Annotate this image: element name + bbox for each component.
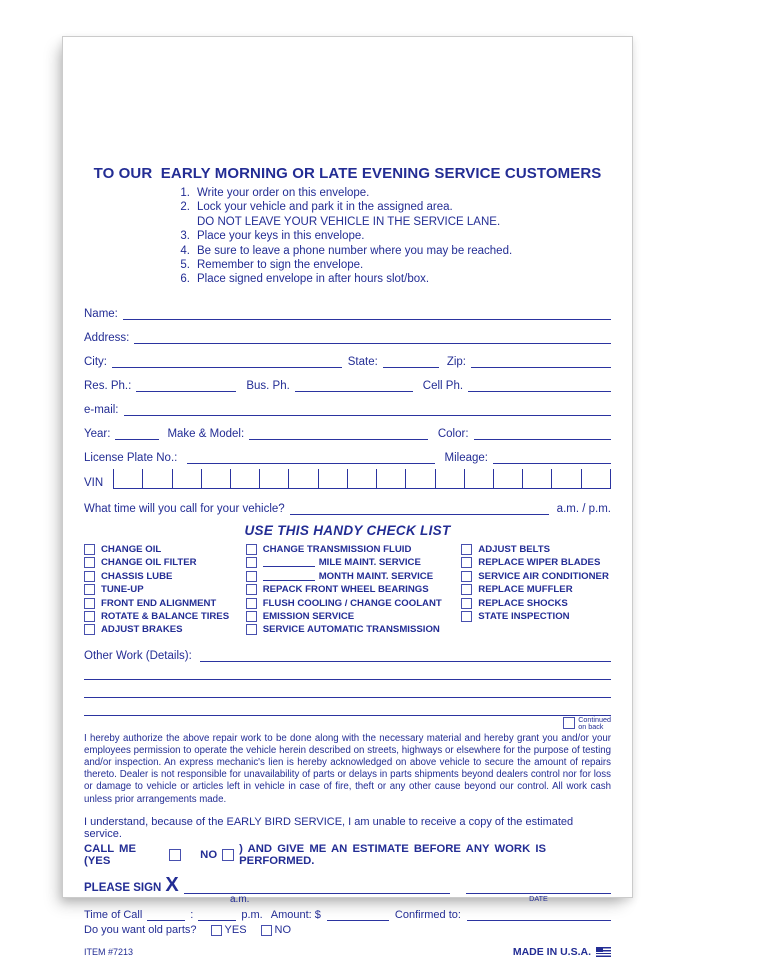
call-time-row: What time will you call for your vehicle? a.m. / p.m. [84, 489, 611, 515]
pm-label: p.m. [241, 908, 263, 921]
service-envelope-form [62, 36, 633, 958]
checkbox-change-oil[interactable] [84, 544, 95, 555]
license-plate-input-line[interactable] [187, 448, 434, 464]
email-row: e-mail: [84, 392, 611, 416]
other-work-row: Other Work (Details): [84, 642, 611, 662]
checkbox-replace-muffler[interactable] [461, 584, 472, 595]
mileage-input-line[interactable] [493, 448, 611, 464]
zip-input-line[interactable] [471, 352, 611, 368]
instruction-item-continuation: DO NOT LEAVE YOUR VEHICLE IN THE SERVICE LANE. [197, 215, 501, 228]
call-me-line: CALL ME (YES NO ) AND GIVE ME AN ESTIMATE BEFORE ANY WORK IS PERFORMED. [84, 842, 547, 867]
continued-on-back: Continued on back [84, 717, 611, 730]
instruction-item: 6. Place signed envelope in after hours slot/box. [180, 273, 430, 286]
instruction-item: 2. Lock your vehicle and park it in the assigned area. [180, 201, 453, 214]
checkbox-chassis-lube[interactable] [84, 571, 95, 582]
call-time-input-line[interactable] [290, 499, 549, 515]
address-row: Address: [84, 320, 611, 344]
res-phone-input-line[interactable] [136, 376, 236, 392]
am-label: a.m. [230, 893, 250, 905]
checkbox-call-me-no[interactable] [222, 849, 234, 861]
make-model-input-line[interactable] [249, 424, 428, 440]
instruction-item: 5. Remember to sign the envelope. [180, 259, 364, 272]
instruction-item: 4. Be sure to leave a phone number where you may be reached. [180, 244, 513, 257]
instruction-list [172, 186, 611, 287]
signature-sublabels [84, 894, 611, 906]
please-sign-label: PLEASE SIGN [84, 881, 162, 894]
state-input-line[interactable] [383, 352, 439, 368]
us-flag-icon [596, 947, 611, 957]
address-input-line[interactable] [134, 328, 611, 344]
instruction-item: 1. Write your order on this envelope. [180, 187, 370, 199]
time-of-call-row: Time of Call : p.m. Amount: $ Confirmed to: [84, 906, 611, 921]
checkbox-service-air-conditioner[interactable] [461, 571, 472, 582]
bus-phone-input-line[interactable] [295, 376, 413, 392]
city-input-line[interactable] [112, 352, 342, 368]
other-work-input-line[interactable] [200, 646, 611, 662]
signature-row [84, 867, 611, 894]
other-work-line-2[interactable] [84, 662, 611, 680]
checkbox-emission-service[interactable] [246, 611, 257, 622]
checkbox-tune-up[interactable] [84, 584, 95, 595]
cell-phone-input-line[interactable] [468, 376, 611, 392]
vin-row [84, 464, 611, 489]
name-row: Name: [84, 296, 611, 320]
color-input-line[interactable] [474, 424, 611, 440]
phones-row: Res. Ph.: Bus. Ph. Cell Ph. [84, 368, 611, 392]
vin-comb[interactable] [113, 469, 611, 489]
authorization-paragraph: I hereby authorize the above repair work to be done along with the necessary material and hereby grant you and/or your employees permission to operate the vehicle herein described on streets, highways or elsewhere for the purpose of testing and/or inspection. An express mechanic's lien is hereby acknowledged on above vehicle to secure the amount of repairs thereto. Dealer is not responsible for unavailability of parts or delays in parts shipments beyond dealers control nor for loss or damage to vehicle or articles left in vehicle in case of fire, theft or any other cause beyond our control. All work cash unless prior arrangements made. [84, 732, 611, 805]
instruction-item: 3. Place your keys in this envelope. [180, 230, 365, 243]
vehicle-row: Year: Make & Model: Color: [84, 416, 611, 440]
signature-input-line[interactable] [184, 877, 450, 894]
confirmed-to-input-line[interactable] [467, 908, 611, 921]
time-minute-input-line[interactable] [198, 908, 236, 921]
checklist-col-1: CHANGE OIL CHANGE OIL FILTER CHASSIS LUBE TUNE-UP FRONT END ALIGNMENT ROTATE & BALANCE TIRES ADJUST BRAKES [84, 543, 246, 637]
time-hour-input-line[interactable] [147, 908, 185, 921]
checkbox-old-parts-yes[interactable] [211, 925, 222, 936]
mile-input-line[interactable] [263, 558, 315, 567]
checkbox-rotate-balance-tires[interactable] [84, 611, 95, 622]
checkbox-adjust-brakes[interactable] [84, 624, 95, 635]
checkbox-service-automatic-transmission[interactable] [246, 624, 257, 635]
checkbox-old-parts-no[interactable] [261, 925, 272, 936]
checklist-col-2: CHANGE TRANSMISSION FLUID MILE MAINT. SERVICE MONTH MAINT. SERVICE REPACK FRONT WHEEL BEARINGS FLUSH COOLING / CHANGE COOLANT EMISSION SERVICE SERVICE AUTOMATIC TRANSMISSION [246, 543, 462, 637]
checkbox-replace-wiper-blades[interactable] [461, 557, 472, 568]
item-number: ITEM #7213 [84, 946, 134, 957]
amount-input-line[interactable] [327, 908, 389, 921]
checkbox-state-inspection[interactable] [461, 611, 472, 622]
month-input-line[interactable] [263, 572, 315, 581]
city-state-zip-row: City: State: Zip: [84, 344, 611, 368]
checkbox-adjust-belts[interactable] [461, 544, 472, 555]
other-work-line-4[interactable] [84, 698, 611, 716]
other-work-line-3[interactable] [84, 680, 611, 698]
checkbox-replace-shocks[interactable] [461, 598, 472, 609]
email-input-line[interactable] [124, 400, 611, 416]
understand-line: I understand, because of the EARLY BIRD SERVICE, I am unable to receive a copy of the estimated service. [84, 815, 574, 840]
checkbox-month-maint-service[interactable] [246, 571, 257, 582]
checkbox-continued-on-back[interactable] [563, 717, 575, 729]
checklist-col-3: ADJUST BELTS REPLACE WIPER BLADES SERVICE AIR CONDITIONER REPLACE MUFFLER REPLACE SHOCKS STATE INSPECTION [461, 543, 611, 637]
license-mileage-row: License Plate No.: Mileage: [84, 440, 611, 464]
checkbox-repack-front-wheel-bearings[interactable] [246, 584, 257, 595]
checkbox-change-oil-filter[interactable] [84, 557, 95, 568]
made-in-usa: MADE IN U.S.A. [513, 946, 611, 958]
checklist [84, 543, 611, 637]
other-work-extra-lines [84, 662, 611, 716]
old-parts-row: Do you want old parts? YES NO [84, 924, 292, 937]
checkbox-mile-maint-service[interactable] [246, 557, 257, 568]
checkbox-front-end-alignment[interactable] [84, 598, 95, 609]
footer-row [84, 946, 611, 958]
vin-label: VIN [84, 476, 104, 489]
checklist-heading: USE THIS HANDY CHECK LIST [244, 522, 451, 538]
name-input-line[interactable] [123, 304, 611, 320]
date-label: DATE [529, 893, 548, 903]
form-title: TO OUR EARLY MORNING OR LATE EVENING SERVICE CUSTOMERS [93, 165, 602, 182]
x-mark: X [165, 873, 179, 896]
year-input-line[interactable] [115, 424, 159, 440]
checkbox-flush-cooling[interactable] [246, 598, 257, 609]
date-input-line[interactable] [466, 877, 611, 894]
checkbox-call-me-yes[interactable] [169, 849, 181, 861]
checkbox-change-transmission-fluid[interactable] [246, 544, 257, 555]
